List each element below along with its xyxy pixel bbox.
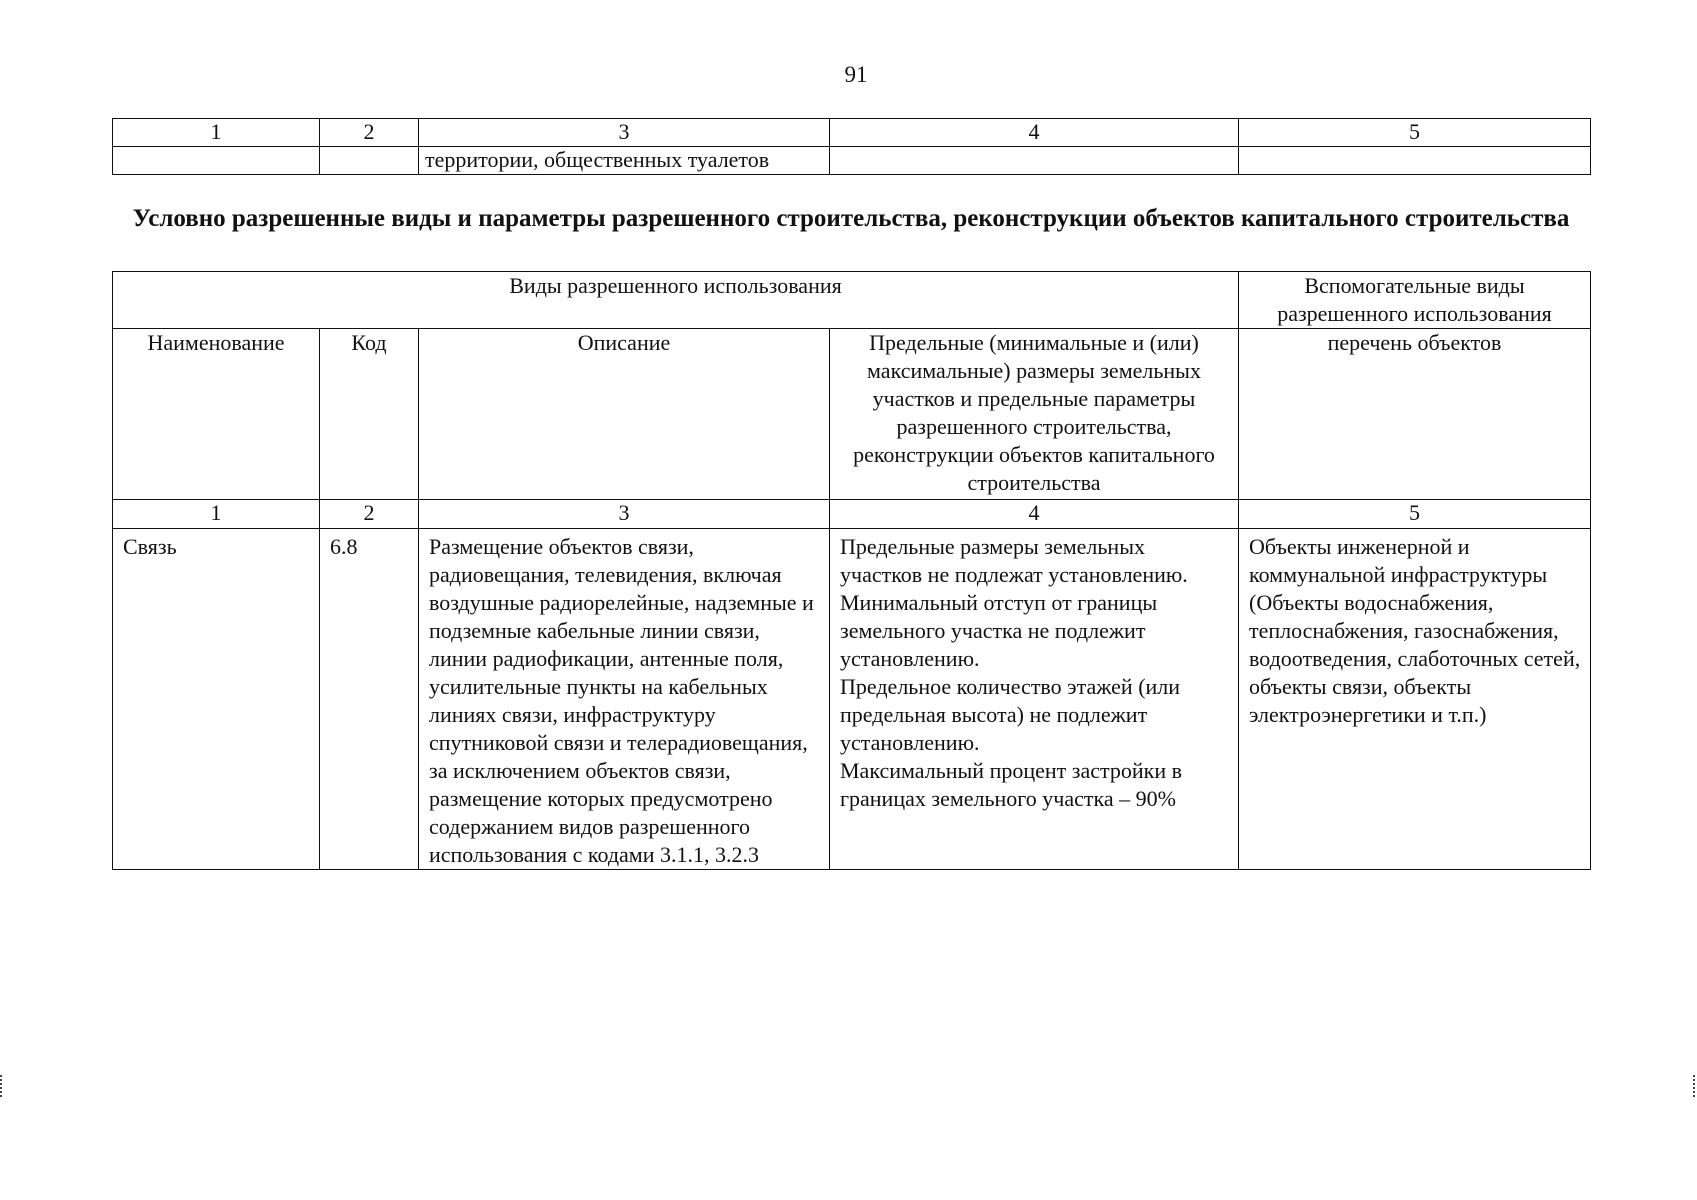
- use-description: Размещение объектов связи, радиовещания, телевидения, включая воздушные радиорелейные, надземные и подземные кабельные линии связи, линии радиофикации, антенные поля, усилительные пункты на кабельных линиях связи, инфраструктуру спутниковой связи и телерадиовещания, за исключением объектов связи, размещение которых предусмотрено содержанием видов разрешенного использования с кодами 3.1.1, 3.2.3: [419, 529, 830, 870]
- col-number-3: 3: [419, 119, 830, 147]
- page-number: 91: [844, 62, 868, 87]
- column-number: 3: [419, 500, 830, 529]
- col-number-2: 2: [320, 119, 419, 147]
- column-number: 5: [1239, 500, 1591, 529]
- group-header-main: Виды разрешенного использования: [113, 272, 1239, 329]
- auxiliary-objects: Объекты инженерной и коммунальной инфраструктуры (Объекты водоснабжения, теплоснабжения, газоснабжения, водоотведения, слаботочных сетей, объекты связи, объекты электроэнергетики и т.п.): [1239, 529, 1591, 870]
- column-header-row: [113, 329, 1591, 500]
- parameter-line: Предельное количество этажей (или предельная высота) не подлежит установлению.: [840, 674, 1181, 755]
- section-title: Условно разрешенные виды и параметры разрешенного строительства, реконструкции объектов капитального строительства: [132, 205, 1570, 232]
- parameter-line: Минимальный отступ от границы земельного участка не подлежит установлению.: [840, 590, 1158, 671]
- column-header-description: Описание: [419, 329, 830, 500]
- group-header-row: [113, 272, 1591, 329]
- col-number-4: 4: [830, 119, 1239, 147]
- column-number: 4: [830, 500, 1239, 529]
- parameter-line: Максимальный процент застройки в границах земельного участка – 90%: [840, 758, 1182, 811]
- group-header-auxiliary: Вспомогательные виды разрешенного использования: [1239, 272, 1591, 329]
- continuation-table: [112, 118, 1591, 175]
- table-cell: [113, 147, 320, 175]
- column-number: 2: [320, 500, 419, 529]
- use-name: Связь: [113, 529, 320, 870]
- continuation-row: [113, 147, 1591, 175]
- column-header-parameters: Предельные (минимальные и (или) максимальные) размеры земельных участков и предельные параметры разрешенного строительства, реконструкции объектов капитального строительства: [830, 329, 1239, 500]
- table-cell: [1239, 147, 1591, 175]
- use-parameters: [830, 529, 1239, 870]
- scan-edge-mark: [0, 1075, 4, 1097]
- table-row: [113, 529, 1591, 870]
- column-number: 1: [113, 500, 320, 529]
- table-cell: территории, общественных туалетов: [419, 147, 830, 175]
- column-header-objects-list: перечень объектов: [1239, 329, 1591, 500]
- column-header-name: Наименование: [113, 329, 320, 500]
- column-header-code: Код: [320, 329, 419, 500]
- table-cell: [320, 147, 419, 175]
- use-code: 6.8: [320, 529, 419, 870]
- col-number-5: 5: [1239, 119, 1591, 147]
- parameter-line: Предельные размеры земельных участков не подлежат установлению.: [840, 534, 1188, 587]
- col-number-1: 1: [113, 119, 320, 147]
- column-number-row: [113, 500, 1591, 529]
- scan-edge-mark: [1693, 1075, 1697, 1097]
- table-cell: [830, 147, 1239, 175]
- permitted-uses-table: [112, 271, 1591, 870]
- continuation-header-row: [113, 119, 1591, 147]
